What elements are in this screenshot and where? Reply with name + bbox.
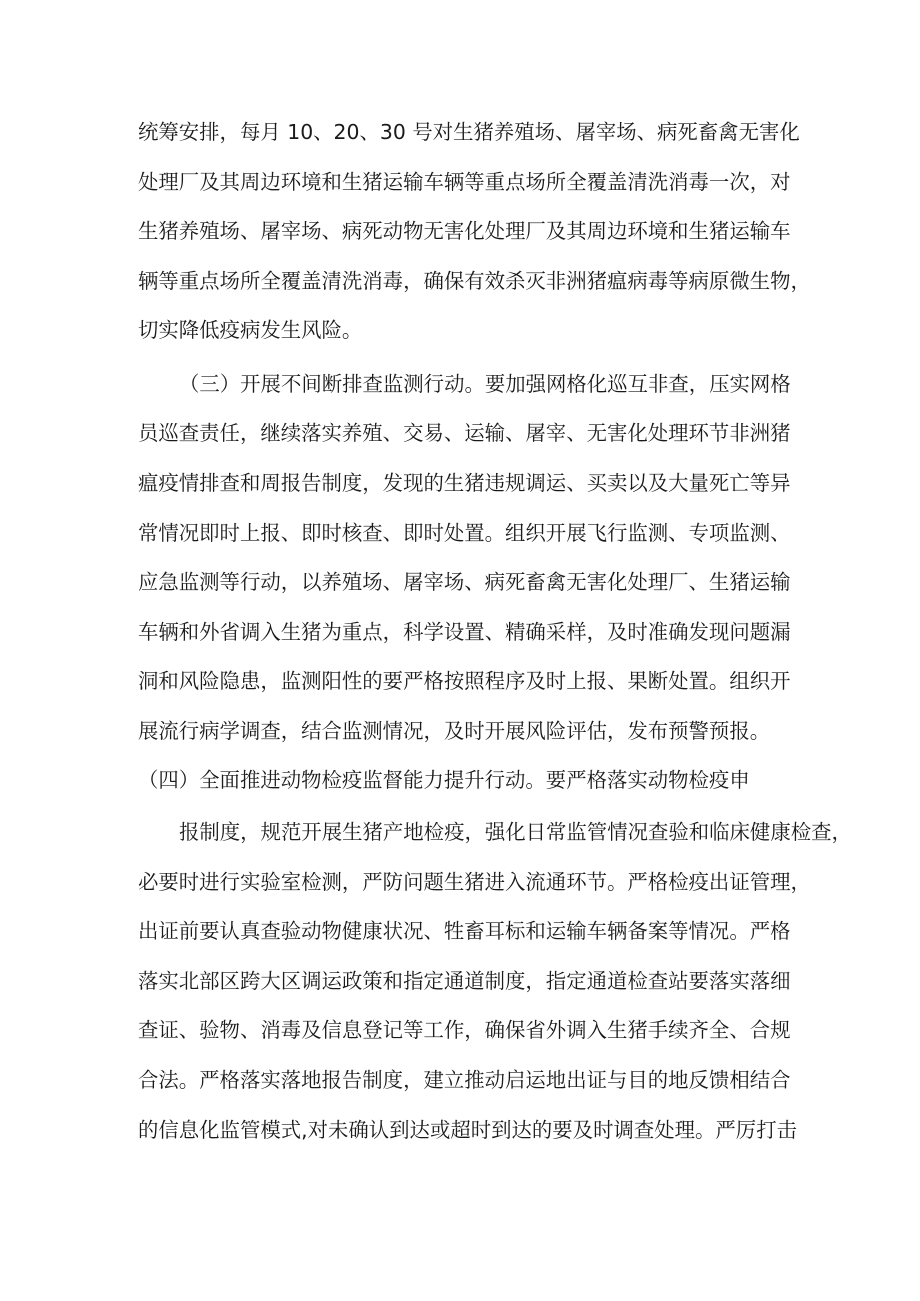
text-line: 合法。严格落实落地报告制度，建立推动启运地出证与目的地反馈相结合 — [138, 1068, 791, 1092]
text-line: 查证、验物、消毒及信息登记等工作，确保省外调入生猪手续齐全、合规 — [138, 1018, 791, 1042]
text-line: 瘟疫情排查和周报告制度，发现的生猪违规调运、买卖以及大量死亡等异 — [138, 471, 791, 495]
text-line: 生猪养殖场、屠宰场、病死动物无害化处理厂及其周边环境和生猪运输车 — [138, 219, 791, 243]
text-line — [138, 1159, 798, 1199]
text-line: （四）全面推进动物检疫监督能力提升行动。要严格落实动物检疫申 — [138, 768, 750, 792]
text-line: 应急监测等行动，以养殖场、屠宰场、病死畜禽无害化处理厂、生猪运输 — [138, 570, 791, 594]
text-line: 员巡查责任，继续落实养殖、交易、运输、屠宰、无害化处理环节非洲猪 — [138, 421, 791, 445]
text-line: 处理厂及其周边环境和生猪运输车辆等重点场所全覆盖清洗消毒一次，对 — [138, 170, 791, 194]
text-line: 辆等重点场所全覆盖清洗消毒，确保有效杀灭非洲猪瘟病毒等病原微生物， — [138, 269, 811, 293]
text-line: 必要时进行实验室检测，严防问题生猪进入流通环节。严格检疫出证管理， — [138, 870, 811, 894]
section-heading-line: 报制度，规范开展生猪产地检疫，强化日常监管情况查验和临床健康检查， — [179, 820, 852, 844]
text-line: 常情况即时上报、即时核查、即时处置。组织开展飞行监测、专项监测、 — [138, 521, 791, 545]
text-line: 落实北部区跨大区调运政策和指定通道制度，指定通道检查站要落实落细 — [138, 969, 791, 993]
text-line: 切实降低疫病发生风险。 — [138, 318, 363, 342]
section-heading-line: （三）开展不间断排查监测行动。要加强网格化巡互非查，压实网格 — [179, 372, 791, 396]
text-line: 出证前要认真查验动物健康状况、牲畜耳标和运输车辆备案等情况。严格 — [138, 919, 791, 943]
text-line: 统筹安排，每月 10、20、30 号对生猪养殖场、屠宰场、病死畜禽无害化 — [138, 120, 800, 144]
text-line: 的信息化监管模式,对未确认到达或超时到达的要及时调查处理。严厉打击 — [138, 1118, 797, 1142]
text-line: 车辆和外省调入生猪为重点，科学设置、精确采样，及时准确发现问题漏 — [138, 620, 791, 644]
text-line: 洞和风险隐患，监测阳性的要严格按照程序及时上报、果断处置。组织开 — [138, 669, 791, 693]
text-line: 展流行病学调查，结合监测情况，及时开展风险评估，发布预警预报。 — [138, 719, 771, 743]
